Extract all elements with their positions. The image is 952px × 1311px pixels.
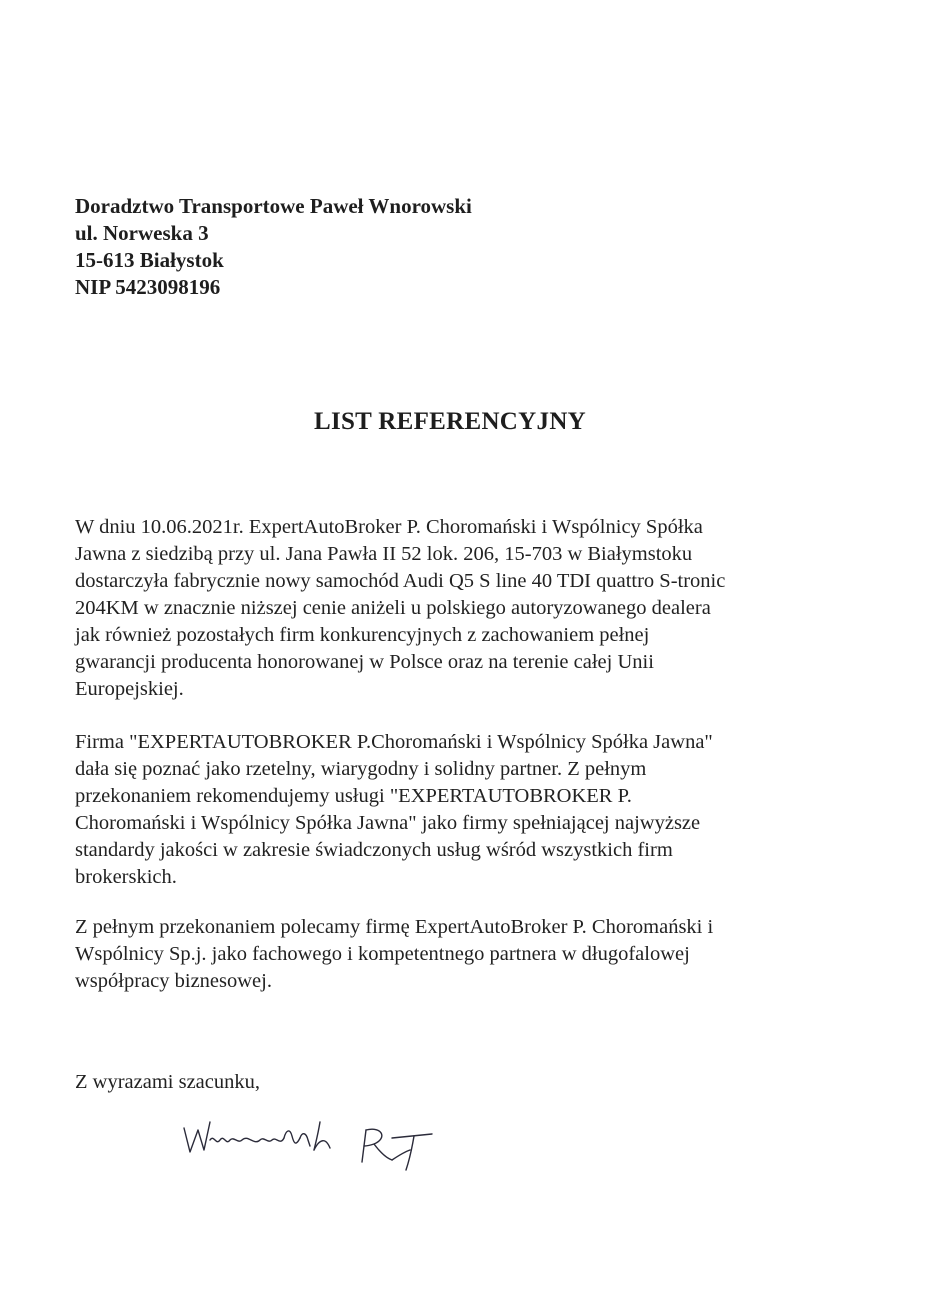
paragraph-line: Jawna z siedzibą przy ul. Jana Pawła II 52 lok. 206, 15-703 w Białymstoku [75,543,693,565]
paragraph-recommendation [75,729,713,891]
paragraph-line: przekonaniem rekomendujemy usługi "EXPERTAUTOBROKER P. [75,785,632,807]
paragraph-line: Firma "EXPERTAUTOBROKER P.Choromański i Wspólnicy Spółka Jawna" [75,731,713,753]
paragraph-endorsement [75,914,713,995]
paragraph-line: jak również pozostałych firm konkurencyjnych z zachowaniem pełnej [75,624,650,646]
paragraph-line: Z pełnym przekonaniem polecamy firmę ExpertAutoBroker P. Choromański i [75,916,714,938]
sender-nip: NIP 5423098196 [75,275,221,299]
sender-city: 15-613 Białystok [75,248,224,272]
paragraph-line: standardy jakości w zakresie świadczonych usług wśród wszystkich firm [75,839,673,861]
sender-street: ul. Norweska 3 [75,221,209,245]
document-title: LIST REFERENCYJNY [313,408,587,435]
sender-name: Doradztwo Transportowe Paweł Wnorowski [75,194,472,218]
paragraph-line: Wspólnicy Sp.j. jako fachowego i kompetentnego partnera w długofalowej [75,943,690,965]
paragraph-line: brokerskich. [75,866,177,888]
paragraph-line: współpracy biznesowej. [75,970,272,992]
paragraph-line: gwarancji producenta honorowanej w Polsce oraz na terenie całej Unii [75,651,654,673]
paragraph-line: dała się poznać jako rzetelny, wiarygodny i solidny partner. Z pełnym [75,758,647,780]
paragraph-line: 204KM w znacznie niższej cenie aniżeli u polskiego autoryzowanego dealera [75,597,711,619]
paragraph-delivery [75,514,725,703]
paragraph-line: Choromański i Wspólnicy Spółka Jawna" jako firmy spełniającej najwyższe [75,812,701,834]
paragraph-line: W dniu 10.06.2021r. ExpertAutoBroker P. Choromański i Wspólnicy Spółka [75,516,703,538]
paragraph-line: Europejskiej. [75,678,184,700]
sender-block [75,193,472,301]
handwritten-signature-icon [170,1100,470,1190]
paragraph-line: dostarczyła fabrycznie nowy samochód Audi Q5 S line 40 TDI quattro S-tronic [75,570,726,592]
closing-salutation: Z wyrazami szacunku, [75,1071,260,1093]
